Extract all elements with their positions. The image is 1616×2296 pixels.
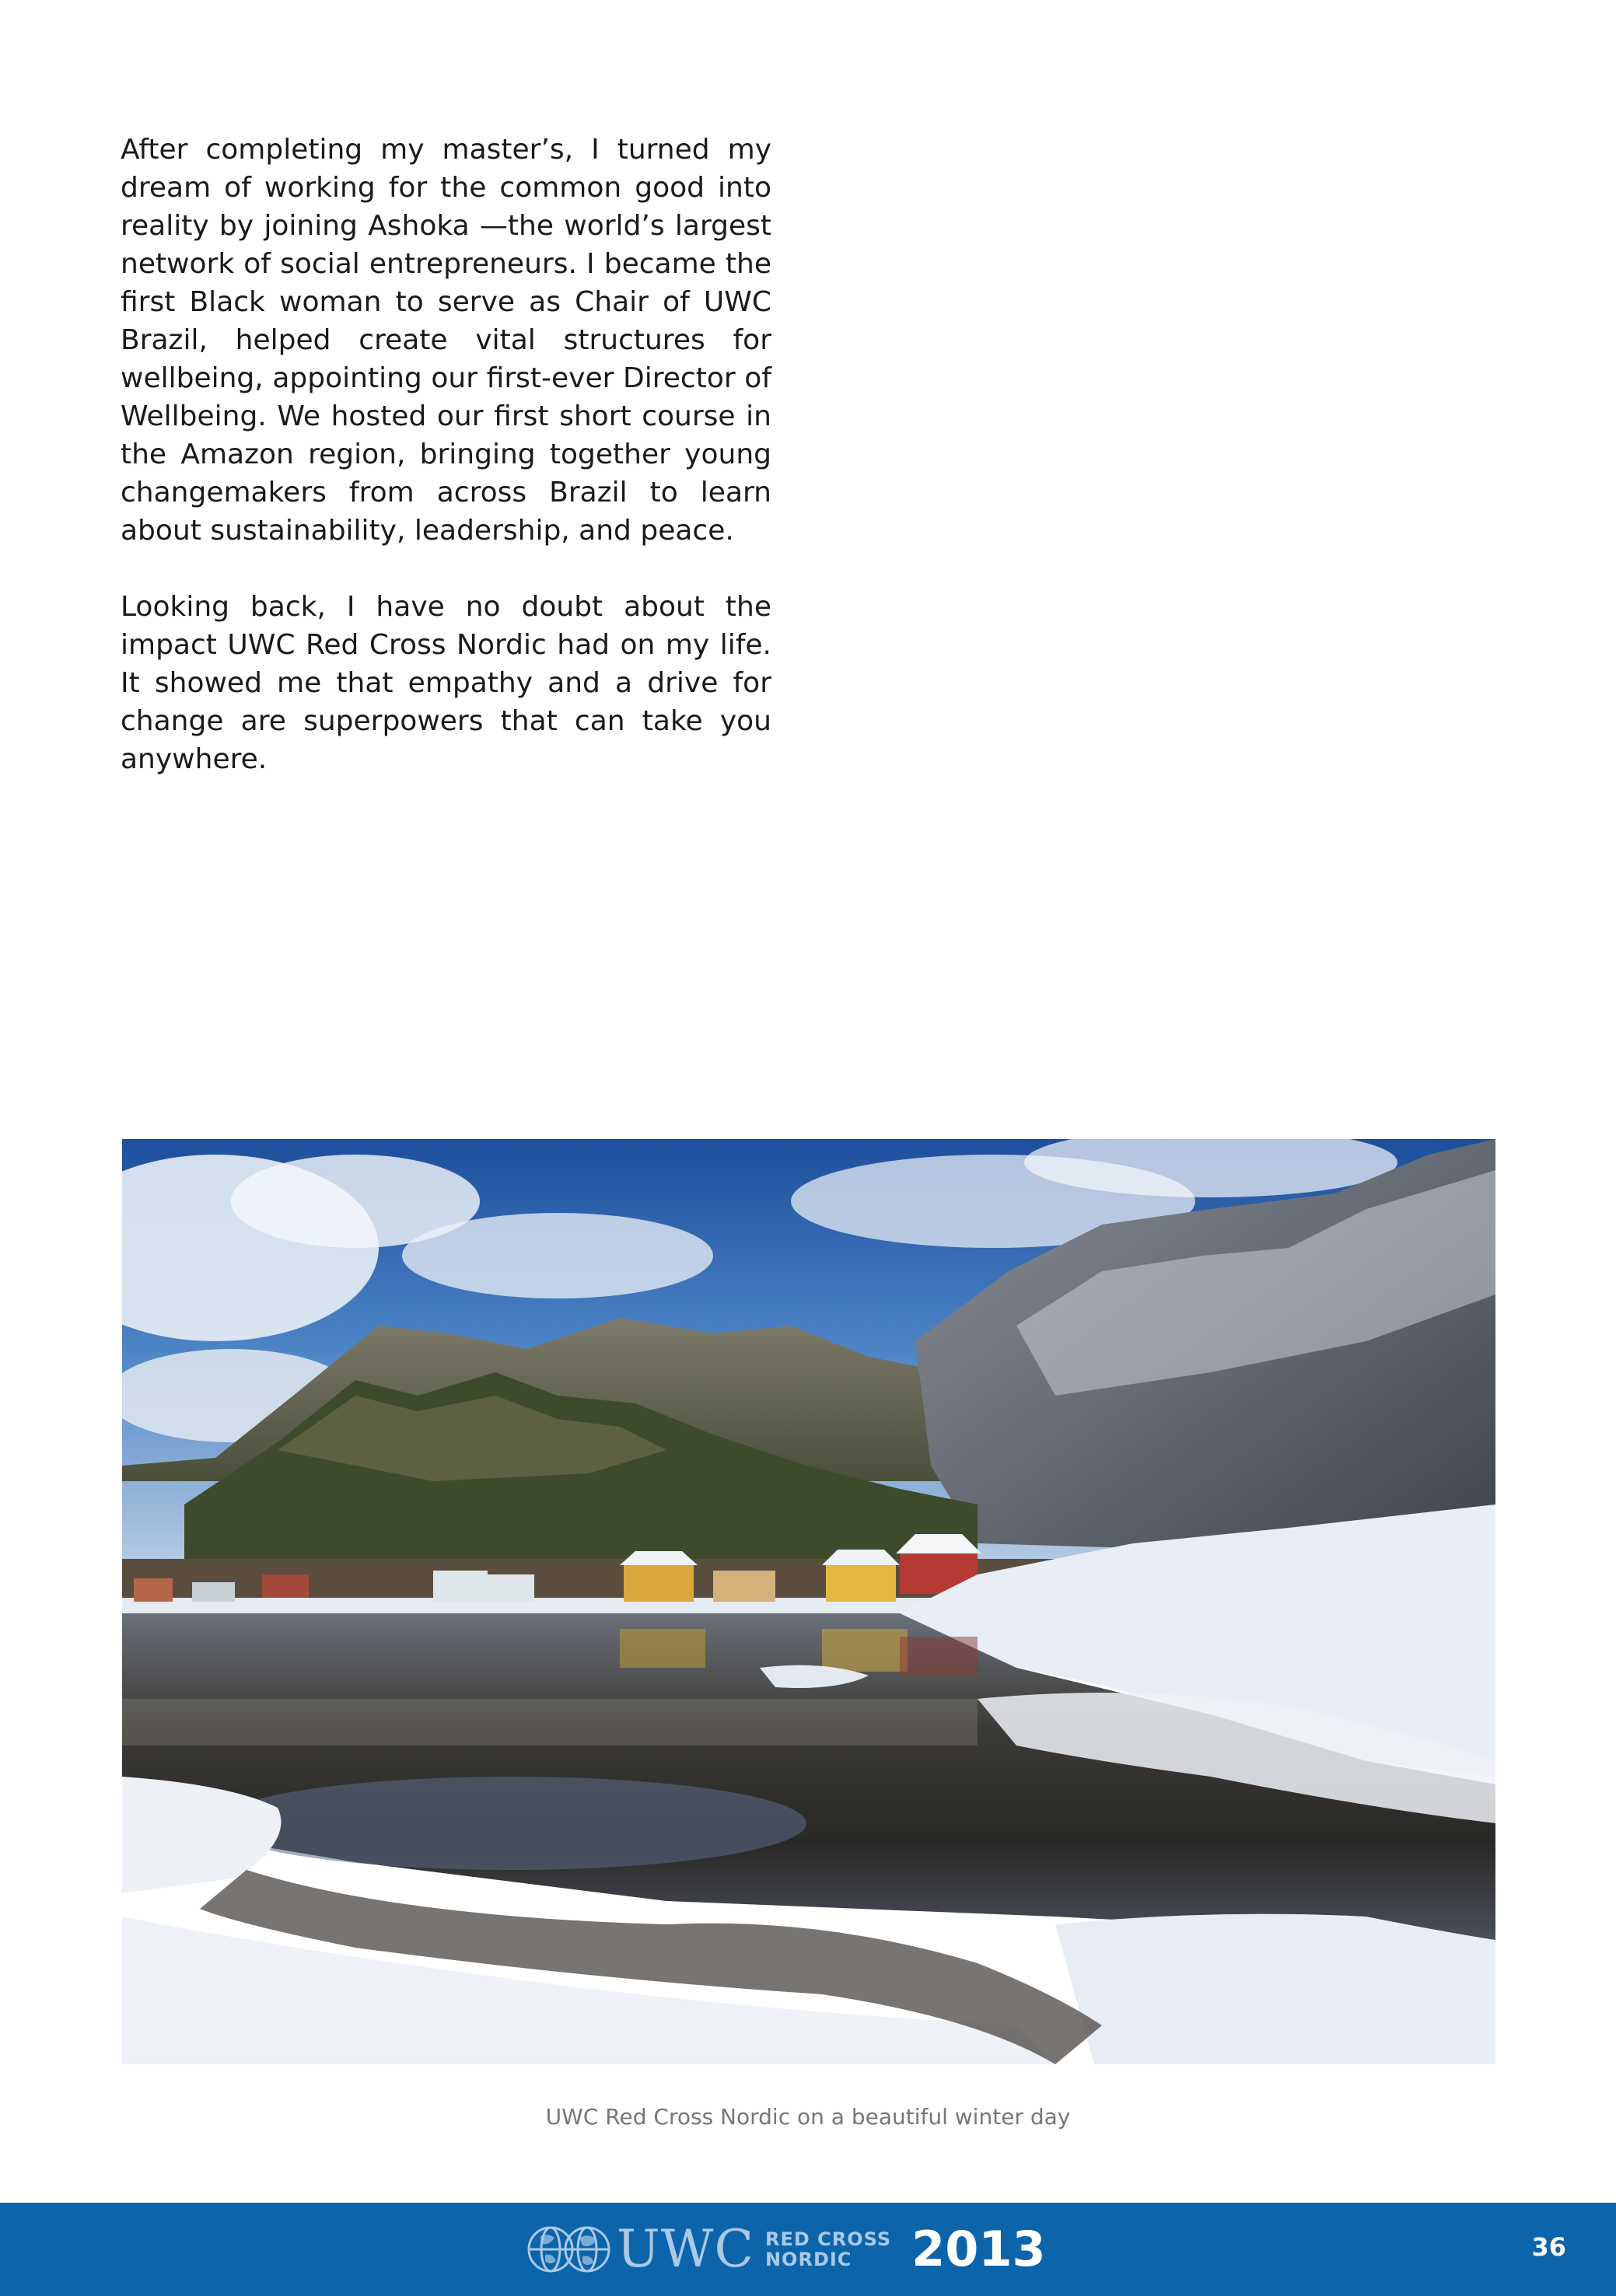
uwc-logo [525,2217,1046,2282]
page-footer [0,2203,1616,2296]
paragraph-2: Looking back, I have no doubt about the impact UWC Red Cross Nordic had on my life. It showed me that empathy and a drive for change are superpowers that can take you anywhere. [121,591,771,775]
class-year: 2013 [911,2221,1046,2277]
page-number: 36 [1531,2232,1566,2262]
winter-campus-photo [122,1139,1495,2064]
logo-subtitle-line-1: RED CROSS [764,2228,892,2250]
paragraph-1: After completing my master’s, I turned my dream of working for the common good into reality by joining Ashoka —the world’s largest network of social entrepreneurs. I became the first Black woman to serve as Chair of UWC Brazil, helped create vital structures for wellbeing, appointing our first-ever Director of Wellbeing. We hosted our first short course in the Amazon region, bringing together young changemakers from across Brazil to learn about sustainability, leadership, and peace. [121,134,771,547]
globe-logo-icon [525,2222,615,2277]
logo-wordmark: UWC [617,2219,754,2279]
logo-subtitle-line-2: NORDIC [764,2249,852,2270]
logo-subtitle [765,2229,891,2270]
photo-caption: UWC Red Cross Nordic on a beautiful winter day [545,2104,1071,2130]
article-body [121,131,771,816]
